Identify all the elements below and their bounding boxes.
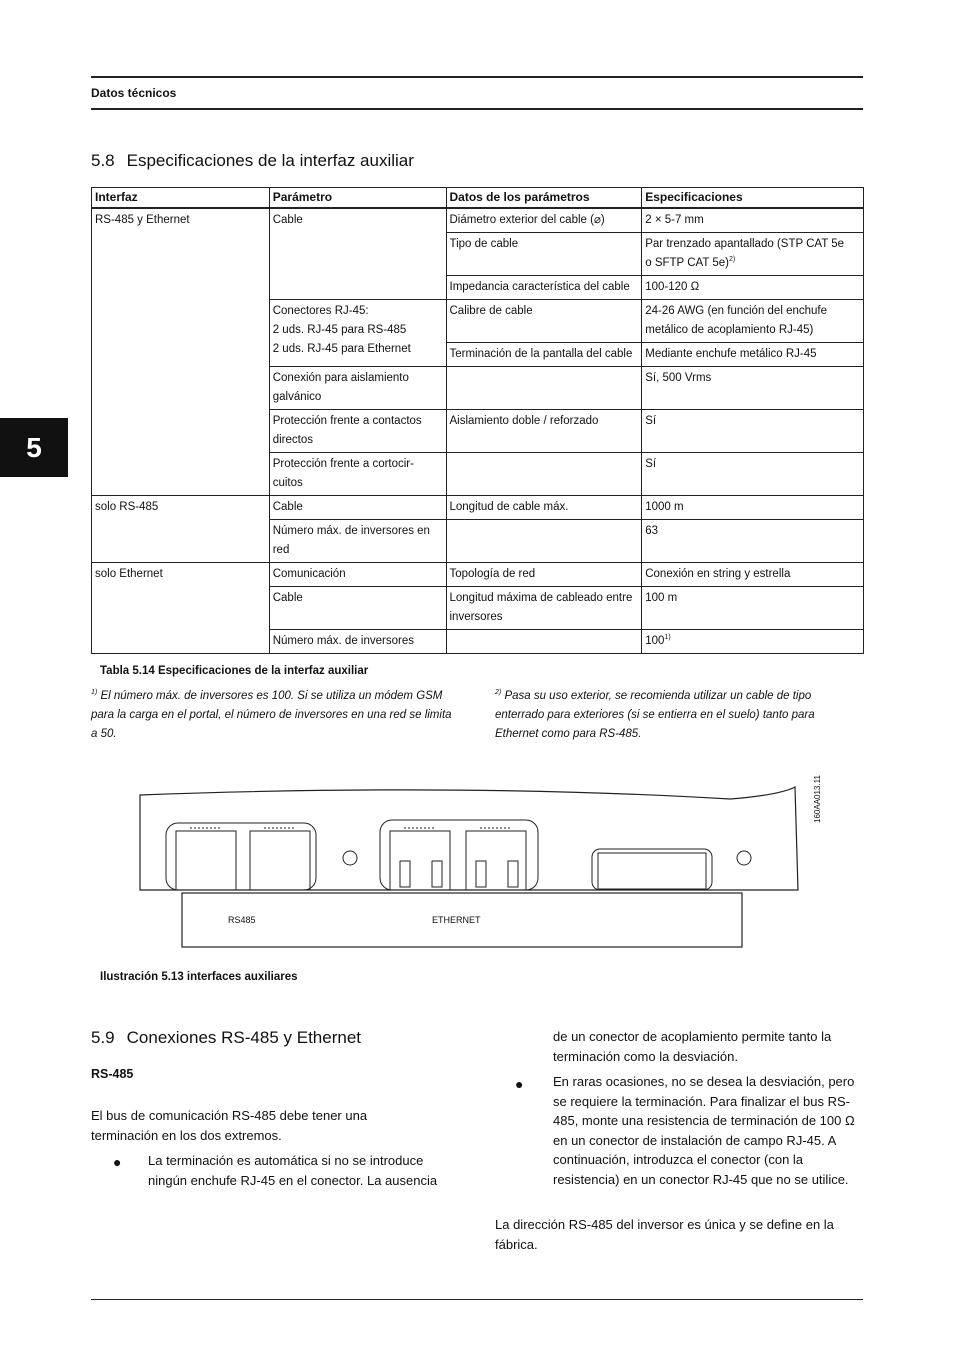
bullet-item-continued: de un conector de acoplamiento permite tanto la terminación como la desviación. [553,1029,832,1064]
table-cell [642,233,864,276]
chapter-tab: 5 [0,418,68,477]
table-caption: Tabla 5.14 Especificaciones de la interfaz auxiliar [100,665,369,677]
footnote-ref: 2) [728,256,736,264]
spec-table [91,187,864,654]
table-header-row [92,188,864,209]
header-rule-top [91,76,863,78]
table-cell [446,367,642,410]
table-cell: solo RS-485 [92,496,270,563]
table-cell: Cable [269,208,446,300]
table-cell: Longitud de cable máx. [446,496,642,520]
footnote-text: Pasa su uso exterior, se recomienda utilizar un cable de tipo enterrado para exteriores (si se entierra en el suelo) tanto para Ethernet como para RS-485. [495,690,815,740]
table-cell: Sí, 500 Vrms [642,367,864,410]
table-cell: 100 m [642,587,864,630]
table-cell: Cable [269,496,446,520]
table-cell: Número máx. de inversores en red [269,520,446,563]
bullet-item: En raras ocasiones, no se desea la desviación, pero se requiere la terminación. Para finalizar el bus RS-485, monte una resistencia de terminación de 100 Ω en un conector de instalación de campo RJ-45. A continuación, introduzca el conector (con la resistencia) en un conector RJ-45 que no se utilice. [553,1074,855,1187]
cell-text: 2 uds. RJ-45 para RS-485 [272,324,407,336]
table-cell: Protección frente a cortocir-cuitos [269,453,446,496]
table-cell [446,520,642,563]
table-cell: Conexión para aislamiento galvánico [269,367,446,410]
table-cell: Comunicación [269,563,446,587]
footnote-mark: 1) [91,689,98,697]
section-title: Especificaciones de la interfaz auxiliar [126,151,414,170]
table-cell [642,630,864,654]
cell-text: Par trenzado apantallado (STP CAT 5e [645,238,845,250]
table-cell [446,630,642,654]
table-cell: Impedancia característica del cable [446,276,642,300]
table-row [92,208,864,233]
section-number: 5.9 [91,1028,115,1047]
col-header: Parámetro [269,188,446,209]
footnote-text: El número máx. de inversores es 100. Si se utiliza un módem GSM para la carga en el portal, el número de inversores en una red se limita a 50. [91,690,452,740]
table-cell: 63 [642,520,864,563]
table-cell: 2 × 5-7 mm [642,208,864,233]
section-number: 5.8 [91,151,115,170]
table-cell [446,453,642,496]
header-rule-bottom [91,108,863,110]
auxiliary-interfaces-figure [130,765,830,955]
bullet-dot: ● [515,1076,524,1092]
rs485-subheading: RS-485 [91,1067,134,1081]
bullet-dot: ● [113,1154,122,1170]
cell-text: o SFTP CAT 5e) [645,257,729,269]
rs485-label: RS485 [228,915,256,925]
section-5-8-heading [91,151,414,171]
table-cell: Topología de red [446,563,642,587]
table-cell: Número máx. de inversores [269,630,446,654]
bullet-item-left: La terminación es automática si no se introduce ningún enchufe RJ-45 en el conector. La ausencia [148,1153,438,1188]
table-cell: Sí [642,410,864,453]
col-header: Especificaciones [642,188,864,209]
table-cell: Sí [642,453,864,496]
col-header: Datos de los parámetros [446,188,642,209]
figure-caption: Ilustración 5.13 interfaces auxiliares [100,971,298,983]
body-paragraph: El bus de comunicación RS-485 debe tener una terminación en los dos extremos. [91,1108,368,1143]
footer-rule [91,1299,863,1300]
footnote-2 [495,687,840,744]
table-cell: Terminación de la pantalla del cable [446,343,642,367]
table-cell: Diámetro exterior del cable (⌀) [446,208,642,233]
table-row [92,563,864,587]
footnote-mark: 2) [495,689,502,697]
ethernet-label: ETHERNET [432,915,481,925]
table-cell: Aislamiento doble / reforzado [446,410,642,453]
table-cell: Mediante enchufe metálico RJ-45 [642,343,864,367]
running-head: Datos técnicos [91,86,177,100]
footnote-1 [91,687,456,744]
table-cell: Conexión en string y estrella [642,563,864,587]
col-header: Interfaz [92,188,270,209]
table-row [92,496,864,520]
figure-code: 160AA013.11 [813,775,822,823]
table-cell: Protección frente a contactos directos [269,410,446,453]
table-cell: Calibre de cable [446,300,642,343]
table-cell: Tipo de cable [446,233,642,276]
table-cell: 1000 m [642,496,864,520]
cell-text: Conectores RJ-45: [272,305,369,317]
section-title: Conexiones RS-485 y Ethernet [126,1028,361,1047]
table-cell: Longitud máxima de cableado entre inversores [446,587,642,630]
table-cell: solo Ethernet [92,563,270,654]
interface-board-drawing [130,765,830,955]
table-cell: RS-485 y Ethernet [92,208,270,496]
cell-text: 100 [645,635,665,647]
table-cell: 100-120 Ω [642,276,864,300]
table-cell: Cable [269,587,446,630]
body-paragraph: La dirección RS-485 del inversor es única y se define en la fábrica. [495,1217,834,1252]
section-5-9-heading [91,1028,361,1048]
cell-text: 2 uds. RJ-45 para Ethernet [272,343,411,355]
footnote-ref: 1) [664,634,671,642]
table-cell: 24-26 AWG (en función del enchufe metálico de acoplamiento RJ-45) [642,300,864,343]
table-cell [269,300,446,367]
